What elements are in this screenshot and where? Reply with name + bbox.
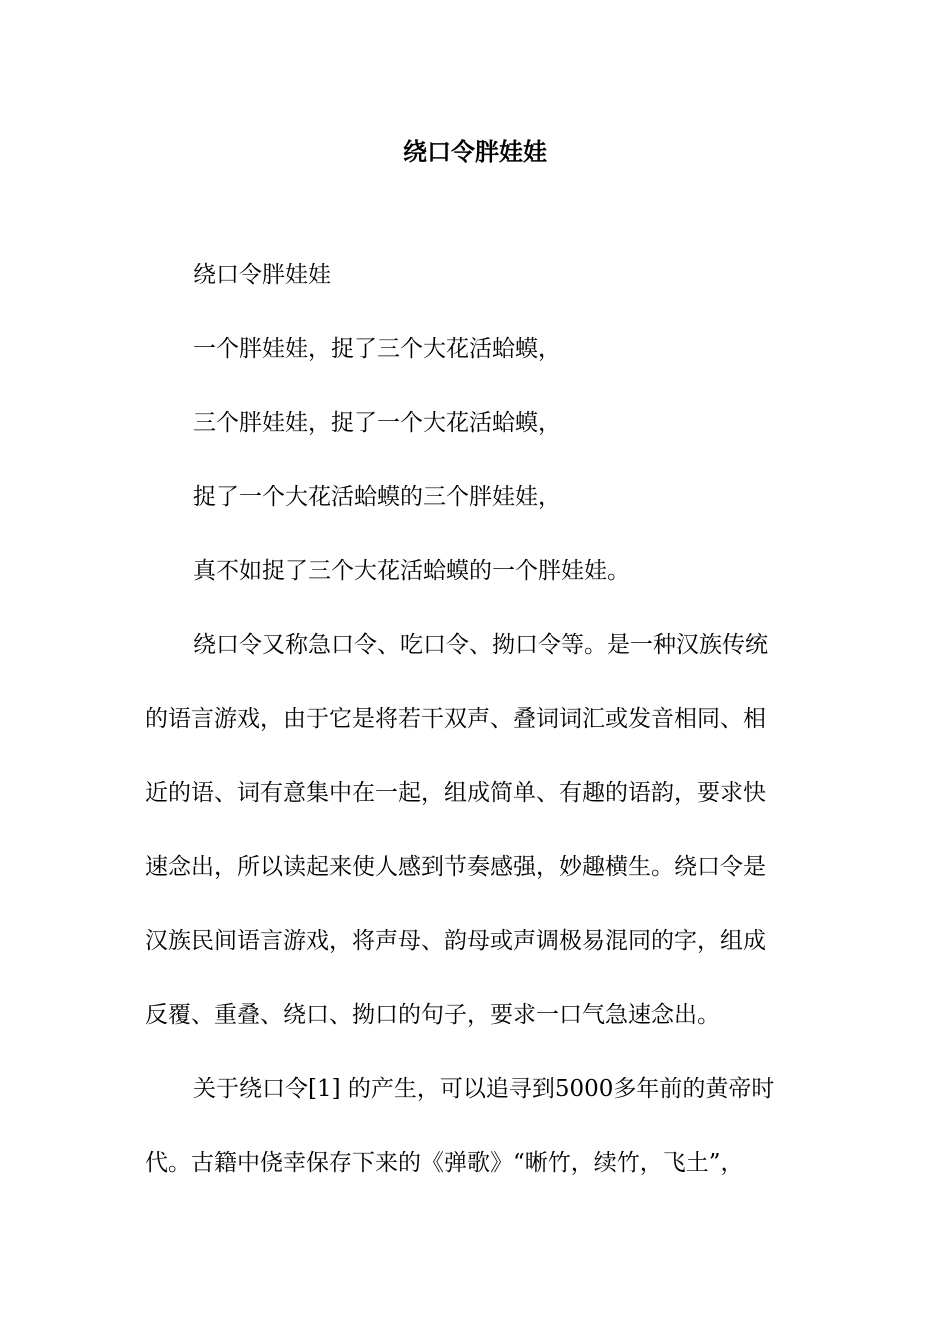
paragraph-intro: [145, 626, 805, 1034]
poem-line: 捉了一个大花活蛤蟆的三个胖娃娃，: [193, 484, 561, 510]
poem-line: 绕口令胖娃娃: [193, 262, 331, 288]
paragraph-line: 反覆、重叠、绕口、拗口的句子，要求一口气急速念出。: [145, 1002, 720, 1028]
poem-line: 真不如捉了三个大花活蛤蟆的一个胖娃娃。: [193, 558, 630, 584]
paragraph-origin: [145, 1070, 805, 1182]
paragraph-line: 的语言游戏，由于它是将若干双声、叠词词汇或发音相同、相: [145, 706, 766, 732]
paragraph-line: 汉族民间语言游戏，将声母、韵母或声调极易混同的字，组成: [145, 928, 766, 954]
poem-line: 三个胖娃娃，捉了一个大花活蛤蟆，: [193, 410, 561, 436]
document-title: 绕口令胖娃娃: [403, 138, 547, 166]
paragraph-line: 绕口令又称急口令、吃口令、拗口令等。是一种汉族传统: [193, 632, 768, 658]
paragraph-line: 关于绕口令[1] 的产生，可以追寻到5000多年前的黄帝时: [193, 1076, 775, 1102]
paragraph-line: 代。古籍中侥幸保存下来的《弹歌》“晰竹，续竹，飞土”，: [145, 1150, 744, 1176]
document-body: [145, 256, 805, 1218]
poem-line: 一个胖娃娃，捉了三个大花活蛤蟆，: [193, 336, 561, 362]
paragraph-line: 近的语、词有意集中在一起，组成简单、有趣的语韵，要求快: [145, 780, 766, 806]
paragraph-line: 速念出，所以读起来使人感到节奏感强，妙趣横生。绕口令是: [145, 854, 766, 880]
